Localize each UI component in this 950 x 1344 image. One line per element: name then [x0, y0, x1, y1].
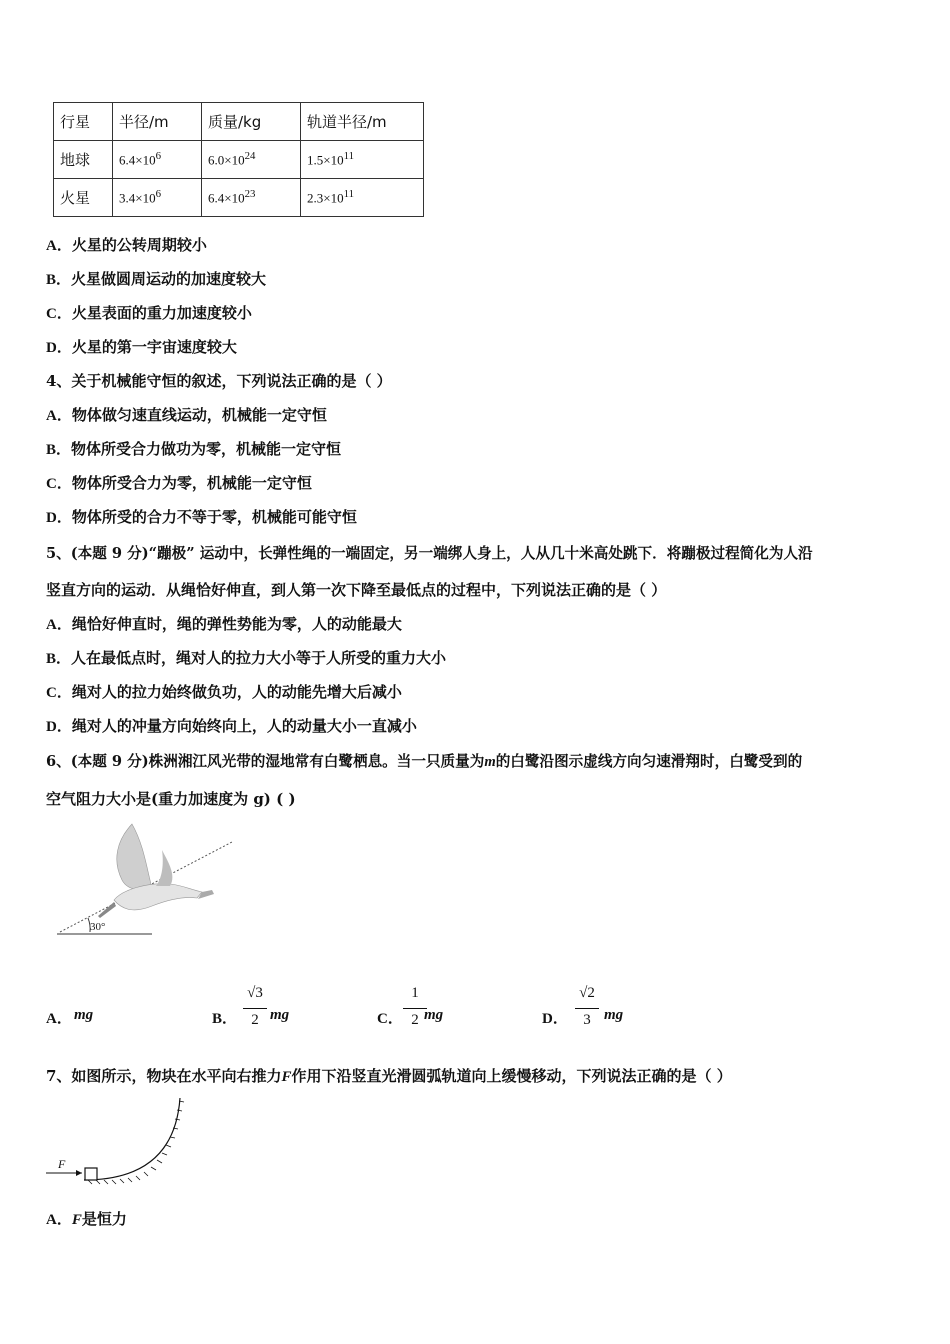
- arc-track-figure: [44, 1096, 194, 1188]
- question-stem: 7、如图所示，物块在水平向右推力F作用下沿竖直光滑圆弧轨道向上缓慢移动，下列说法正确的是（ ）: [46, 1067, 732, 1085]
- planet-mass: $6.4\times 10^{23}$: [202, 179, 301, 217]
- option-item: C．绳对人的拉力始终做负功，人的动能先增大后减小: [46, 683, 402, 701]
- option-item: A．物体做匀速直线运动，机械能一定守恒: [46, 406, 327, 424]
- option-item: A．火星的公转周期较小: [46, 236, 207, 254]
- question-stem: 5、(本题 9 分)“蹦极” 运动中，长弹性绳的一端固定，另一端绑人身上，人从几十米高处跳下．将蹦极过程简化为人沿: [46, 545, 813, 562]
- option-letter: A．: [46, 1011, 72, 1027]
- planet-name: 地球: [54, 141, 113, 179]
- table-header-cell: 行星: [54, 103, 113, 141]
- planet-radius: $6.4\times 10^6$: [113, 141, 202, 179]
- question-stem: 竖直方向的运动．从绳恰好伸直，到人第一次下降至最低点的过程中，下列说法正确的是（ ）: [46, 581, 667, 599]
- option-item: C．火星表面的重力加速度较小: [46, 304, 252, 322]
- option-item: C．物体所受合力为零，机械能一定守恒: [46, 474, 312, 492]
- option-item: A．F是恒力: [46, 1210, 127, 1228]
- table-header-cell: 质量/kg: [202, 103, 301, 141]
- option-value: mg: [604, 1007, 624, 1023]
- egret-figure: [52, 820, 242, 945]
- planet-name: 火星: [54, 179, 113, 217]
- option-letter: D．: [542, 1011, 568, 1027]
- table-row: [54, 141, 424, 179]
- option-item: D．绳对人的冲量方向始终向上，人的动量大小一直减小: [46, 717, 417, 735]
- egret-icon: [98, 824, 214, 918]
- table-header-cell: 轨道半径/m: [301, 103, 424, 141]
- option-item: B．物体所受合力做功为零，机械能一定守恒: [46, 440, 342, 458]
- force-label: F: [58, 1157, 66, 1171]
- option-value: mg: [74, 1007, 94, 1023]
- question-stem: 4、关于机械能守恒的叙述，下列说法正确的是（ ）: [46, 372, 392, 390]
- planet-orbit: $1.5\times 10^{11}$: [301, 141, 424, 179]
- option-item: A．绳恰好伸直时，绳的弹性势能为零，人的动能最大: [46, 615, 402, 633]
- table-row: [54, 179, 424, 217]
- option-item: B．人在最低点时，绳对人的拉力大小等于人所受的重力大小: [46, 649, 447, 667]
- planet-mass: $6.0\times 10^{24}$: [202, 141, 301, 179]
- table-header-cell: 半径/m: [113, 103, 202, 141]
- option-item: D．火星的第一宇宙速度较大: [46, 338, 237, 356]
- angle-label: 30°: [90, 921, 106, 933]
- option-letter: B．: [212, 1011, 238, 1027]
- block: [85, 1168, 97, 1180]
- option-value: mg: [270, 1007, 290, 1023]
- planet-table: [53, 102, 424, 217]
- option-value: mg: [424, 1007, 444, 1023]
- question-stem: 空气阻力大小是(重力加速度为 g) ( ): [46, 790, 296, 808]
- option-item: D．物体所受的合力不等于零，机械能可能守恒: [46, 508, 357, 526]
- table-header-row: [54, 103, 424, 141]
- question-stem: 6、(本题 9 分)株洲湘江风光带的湿地常有白鹭栖息。当一只质量为m的白鹭沿图示虚线方向匀速滑翔时，白鹭受到的: [46, 753, 803, 770]
- planet-orbit: $2.3\times 10^{11}$: [301, 179, 424, 217]
- option-letter: C．: [377, 1011, 403, 1027]
- planet-radius: $3.4\times 10^6$: [113, 179, 202, 217]
- option-item: B．火星做圆周运动的加速度较大: [46, 270, 267, 288]
